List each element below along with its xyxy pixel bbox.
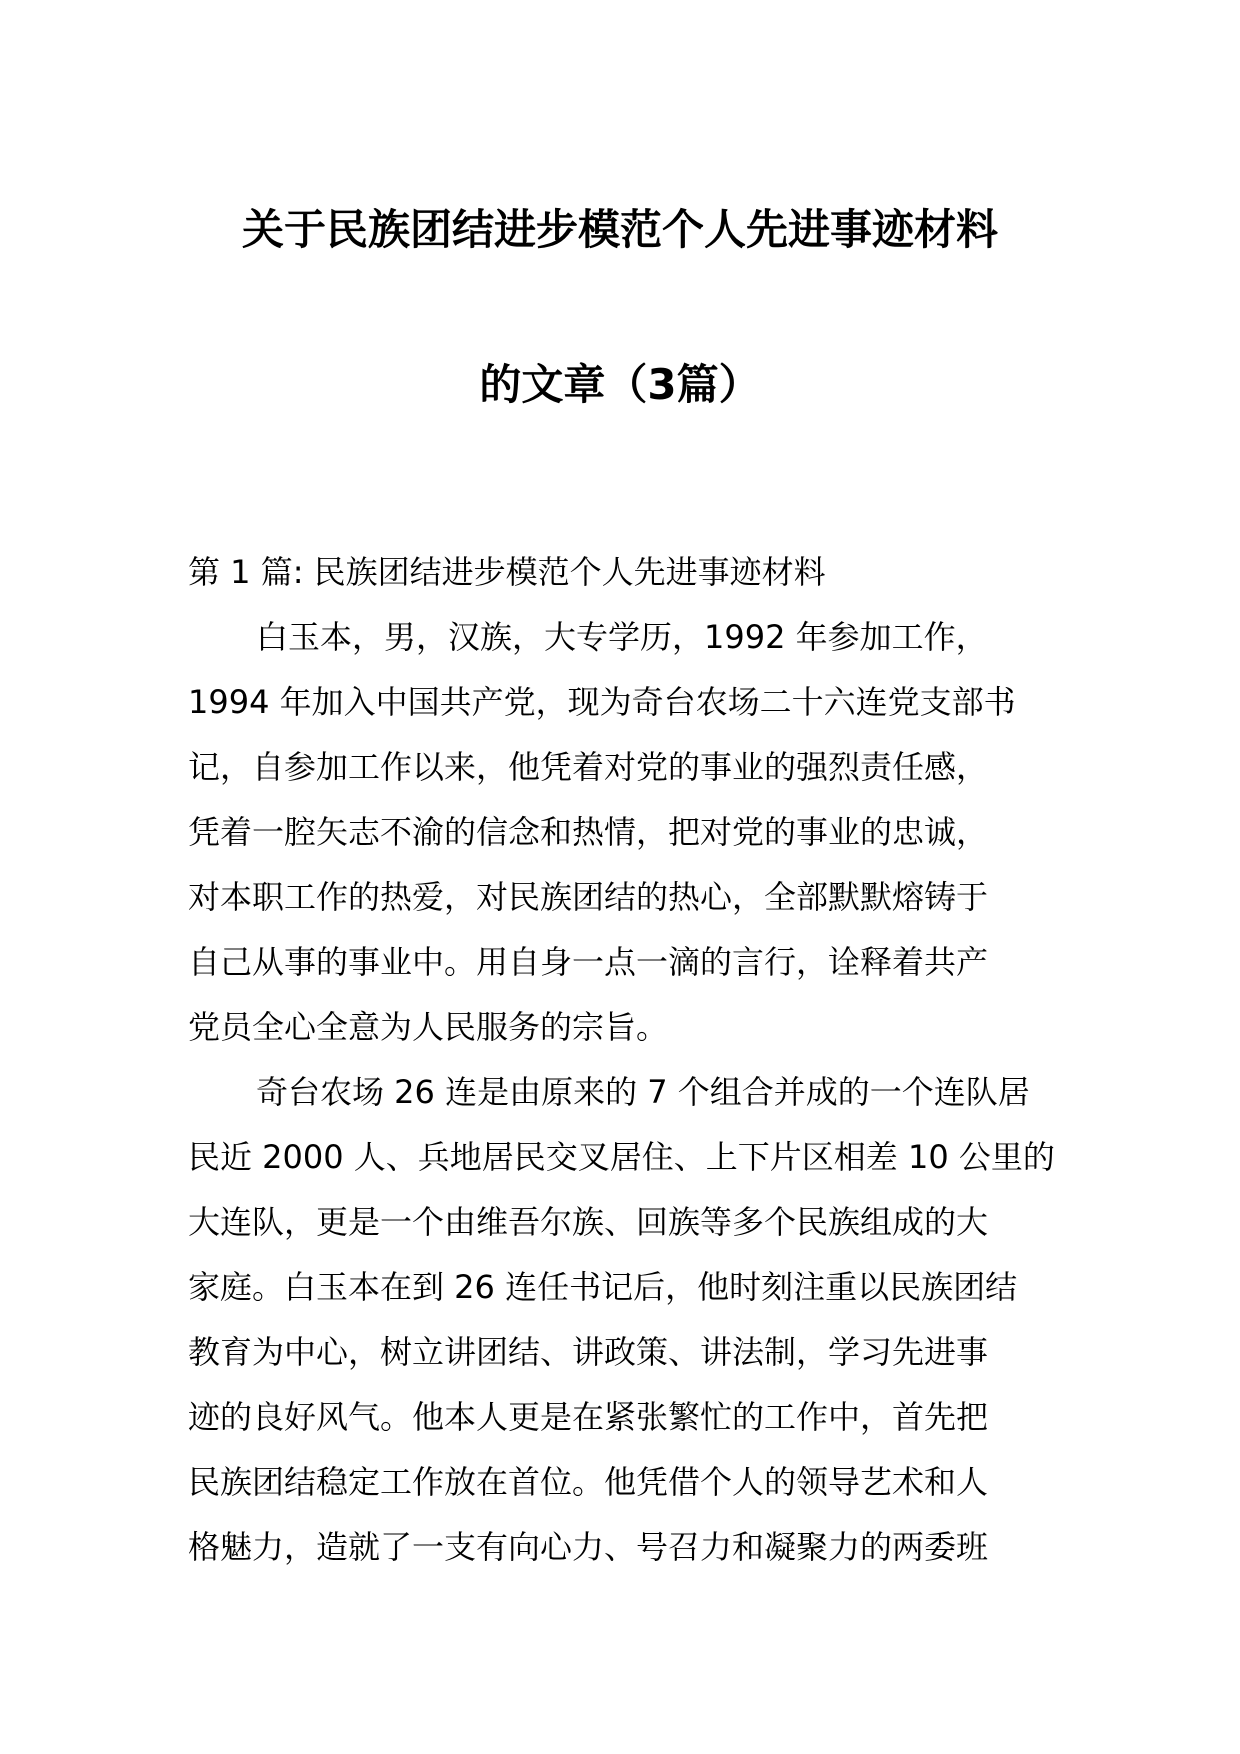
document-title-line-2: 的文章（3篇） bbox=[479, 360, 761, 409]
paragraph-line: 民近 2000 人、兵地居民交叉居住、上下片区相差 10 公里的 bbox=[188, 1138, 1055, 1176]
paragraph-line: 格魅力，造就了一支有向心力、号召力和凝聚力的两委班 bbox=[188, 1528, 989, 1566]
paragraph-line: 民族团结稳定工作放在首位。他凭借个人的领导艺术和人 bbox=[188, 1463, 989, 1501]
paragraph-line: 记，自参加工作以来，他凭着对党的事业的强烈责任感， bbox=[188, 748, 989, 786]
paragraph-1 bbox=[188, 605, 1068, 1060]
paragraph-line: 凭着一腔矢志不渝的信念和热情，把对党的事业的忠诚， bbox=[188, 813, 989, 851]
paragraph-line: 大连队，更是一个由维吾尔族、回族等多个民族组成的大 bbox=[188, 1203, 989, 1241]
paragraph-line: 教育为中心，树立讲团结、讲政策、讲法制，学习先进事 bbox=[188, 1333, 989, 1371]
paragraph-line: 党员全心全意为人民服务的宗旨。 bbox=[188, 1008, 669, 1046]
paragraph-line: 白玉本，男，汉族，大专学历，1992 年参加工作， bbox=[256, 618, 988, 656]
paragraph-line: 自己从事的事业中。用自身一点一滴的言行，诠释着共产 bbox=[188, 943, 989, 981]
paragraph-line: 1994 年加入中国共产党，现为奇台农场二十六连党支部书 bbox=[188, 683, 1016, 721]
document-title-line-1: 关于民族团结进步模范个人先进事迹材料 bbox=[241, 205, 998, 254]
paragraph-line: 奇台农场 26 连是由原来的 7 个组合并成的一个连队居 bbox=[256, 1073, 1030, 1111]
paragraph-line: 迹的良好风气。他本人更是在紧张繁忙的工作中，首先把 bbox=[188, 1398, 989, 1436]
section-heading: 第 1 篇: 民族团结进步模范个人先进事迹材料 bbox=[188, 553, 826, 591]
paragraph-line: 家庭。白玉本在到 26 连任书记后，他时刻注重以民族团结 bbox=[188, 1268, 1018, 1306]
paragraph-2 bbox=[188, 1060, 1068, 1580]
paragraph-line: 对本职工作的热爱，对民族团结的热心，全部默默熔铸于 bbox=[188, 878, 989, 916]
